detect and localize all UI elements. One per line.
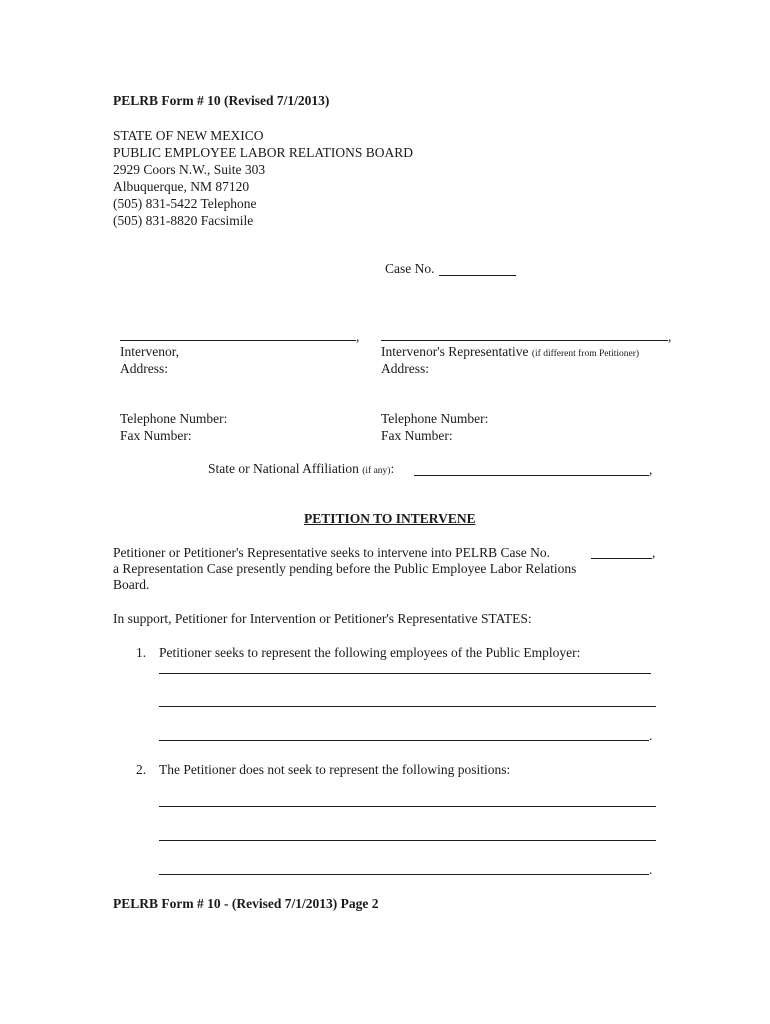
representative-name-field[interactable] [381,340,668,341]
employees-field-line-2[interactable] [159,706,656,707]
representative-fax-label: Fax Number: [381,428,453,443]
period: . [649,728,653,743]
affiliation-field[interactable] [414,475,649,476]
case-no-label: Case No. [385,261,435,276]
case-no-field[interactable] [439,275,516,276]
intervenor-address-label: Address: [120,361,168,376]
intervenor-name-field[interactable] [120,340,356,341]
representative-telephone-label: Telephone Number: [381,411,489,426]
affiliation-label-text: State or National Affiliation [208,461,359,476]
comma: , [356,329,360,344]
positions-field-line-3[interactable] [159,874,649,875]
pelrb-case-no-field[interactable] [591,558,652,559]
comma: , [652,545,656,560]
employees-field-line-1[interactable] [159,673,651,674]
address-line: PUBLIC EMPLOYEE LABOR RELATIONS BOARD [113,145,414,160]
address-line: (505) 831-8820 Facsimile [113,213,254,228]
affiliation-label [208,461,394,477]
comma: , [649,462,653,477]
support-statement: In support, Petitioner for Intervention or Petitioner's Representative STATES: [113,611,532,626]
representative-label-text: Intervenor's Representative [381,344,529,359]
agency-address-block [113,127,413,229]
item-text: The Petitioner does not seek to represent the following positions: [159,762,511,777]
representative-note: (if different from Petitioner) [531,349,640,359]
form-title: PELRB Form # 10 (Revised 7/1/2013) [113,93,330,108]
petition-paragraph-line: a Representation Case presently pending before the Public Employee Labor Relations [113,561,577,576]
address-line: 2929 Coors N.W., Suite 303 [113,162,266,177]
affiliation-note: (if any) [362,466,391,476]
intervenor-fax-label: Fax Number: [120,428,192,443]
footer-page-label: PELRB Form # 10 - (Revised 7/1/2013) Page 2 [113,896,379,911]
item-text: Petitioner seeks to represent the following employees of the Public Employer: [159,645,581,660]
address-line: Albuquerque, NM 87120 [113,179,250,194]
period: . [649,862,653,877]
item-number: 2. [136,762,147,777]
comma: , [668,329,672,344]
employees-field-line-3[interactable] [159,740,649,741]
intervenor-label: Intervenor, [120,344,180,359]
address-line: (505) 831-5422 Telephone [113,196,257,211]
positions-field-line-2[interactable] [159,840,656,841]
address-line: STATE OF NEW MEXICO [113,128,264,143]
positions-field-line-1[interactable] [159,806,656,807]
representative-label [381,344,639,360]
affiliation-colon: : [390,461,395,476]
intervenor-telephone-label: Telephone Number: [120,411,228,426]
item-number: 1. [136,645,147,660]
petition-heading: PETITION TO INTERVENE [304,511,476,526]
petition-paragraph-line: Board. [113,577,150,592]
representative-address-label: Address: [381,361,429,376]
petition-paragraph-line: Petitioner or Petitioner's Representative seeks to intervene into PELRB Case No. [113,545,550,560]
